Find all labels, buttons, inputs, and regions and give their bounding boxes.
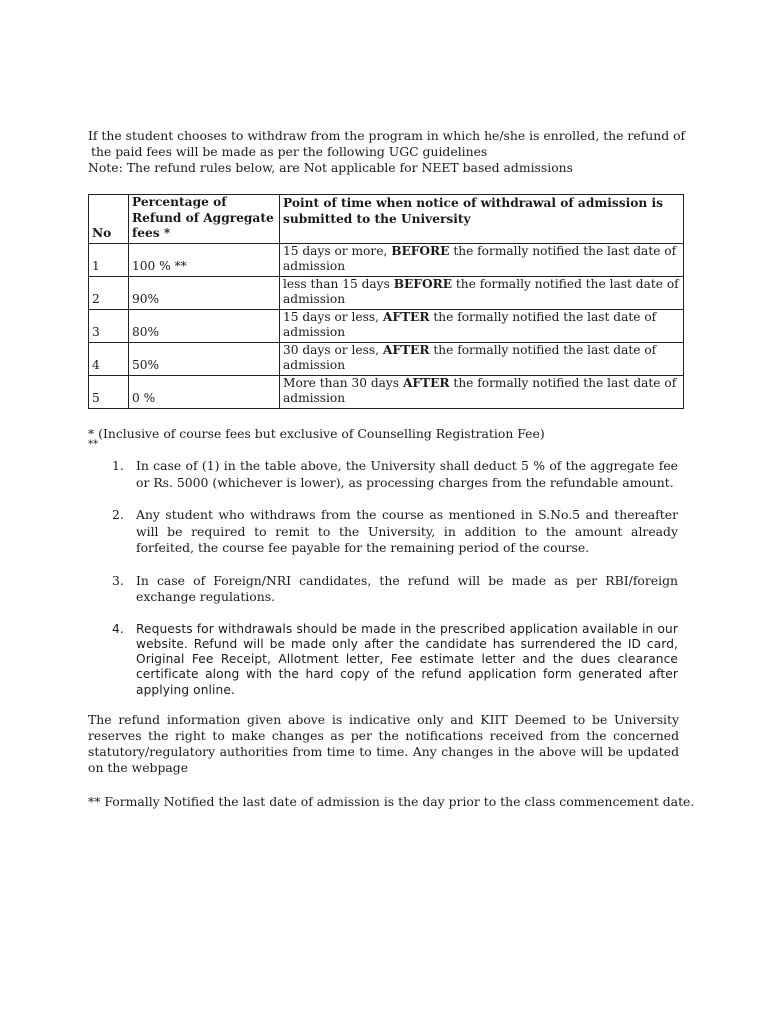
table-row [89, 276, 684, 309]
list-text: Any student who withdraws from the course as mentioned in S.No.5 and thereafter will be required to remit to the University, in addition to the amount already forfeited, the course fee payable for the remaining period of the course. [136, 507, 678, 555]
list-text: Requests for withdrawals should be made in the prescribed application available in our website. Refund will be made only after the candidate has surrendered the ID card, Original Fee Receipt, Allotment letter, Fee estimate letter and the dues clearance certificate along with the hard copy of the refund application form generated after applying online. [136, 621, 678, 697]
list-text: In case of (1) in the table above, the University shall deduct 5 % of the aggregate fee or Rs. 5000 (whichever is lower), as processing charges from the refundable amount. [136, 458, 678, 490]
condition-keyword: AFTER [382, 309, 430, 324]
disclaimer-paragraph: The refund information given above is indicative only and KIIT Deemed to be University reserves the right to make changes as per the notifications received from the concerned statutory/regulatory authorities from time to time. Any changes in the above will be updated on the webpage [88, 712, 679, 775]
condition-text: less than 15 days [283, 276, 394, 291]
list-number: 3. [112, 572, 124, 588]
condition-text: 15 days or more, [283, 243, 392, 258]
condition-suffix: the formally notified the last date of admission [283, 342, 657, 372]
condition-keyword: BEFORE [393, 276, 452, 291]
list-item [88, 622, 678, 698]
footnote-formally-notified: ** Formally Notified the last date of admission is the day prior to the class commencement date. [88, 794, 695, 809]
row-no: 3 [89, 309, 129, 342]
list-number: 2. [112, 507, 124, 522]
condition-text: 15 days or less, [283, 309, 383, 324]
row-percentage: 0 % [129, 375, 280, 408]
table-row [89, 309, 684, 342]
row-percentage: 80% [129, 309, 280, 342]
condition-suffix: the formally notified the last date of admission [283, 375, 677, 405]
footnote-inclusive [88, 427, 545, 449]
condition-keyword: AFTER [382, 342, 430, 357]
table-row [89, 342, 684, 375]
intro-section [88, 128, 688, 176]
condition-keyword: AFTER [402, 375, 450, 390]
list-item [88, 507, 678, 557]
refund-table-header [89, 195, 684, 244]
row-no: 2 [89, 276, 129, 309]
header-no: No [89, 195, 129, 244]
table-row [89, 243, 684, 276]
intro-line-2: the paid fees will be made as per the following UGC guidelines [91, 144, 488, 159]
row-percentage: 100 % ** [129, 243, 280, 276]
footnote-stars: ** [88, 439, 98, 450]
numbered-points [88, 458, 678, 698]
condition-suffix: the formally notified the last date of admission [283, 276, 679, 306]
row-percentage: 90% [129, 276, 280, 309]
condition-suffix: the formally notified the last date of admission [283, 243, 677, 273]
footnote-inclusive-text: * (Inclusive of course fees but exclusive of Counselling Registration Fee) [88, 426, 545, 441]
condition-text: More than 30 days [283, 375, 403, 390]
row-no: 1 [89, 243, 129, 276]
condition-keyword: BEFORE [391, 243, 450, 258]
intro-note: Note: The refund rules below, are Not applicable for NEET based admissions [88, 160, 574, 175]
row-point-of-time [280, 309, 684, 342]
row-no: 5 [89, 375, 129, 408]
refund-table [88, 194, 684, 409]
header-percentage: Percentage of Refund of Aggregate fees * [129, 195, 280, 244]
row-point-of-time [280, 375, 684, 408]
header-point-of-time: Point of time when notice of withdrawal of admission is submitted to the University [280, 195, 684, 244]
list-item [88, 573, 678, 606]
list-text: In case of Foreign/NRI candidates, the refund will be made as per RBI/foreign exchange regulations. [136, 572, 678, 604]
condition-text: 30 days or less, [283, 342, 383, 357]
row-point-of-time [280, 342, 684, 375]
row-point-of-time [280, 243, 684, 276]
row-point-of-time [280, 276, 684, 309]
row-no: 4 [89, 342, 129, 375]
row-percentage: 50% [129, 342, 280, 375]
list-number: 1. [112, 458, 124, 473]
list-number: 4. [112, 621, 124, 636]
intro-line-1: If the student chooses to withdraw from the program in which he/she is enrolled, the refund of [88, 128, 686, 143]
condition-suffix: the formally notified the last date of admission [283, 309, 657, 339]
list-item [88, 458, 678, 491]
table-row [89, 375, 684, 408]
